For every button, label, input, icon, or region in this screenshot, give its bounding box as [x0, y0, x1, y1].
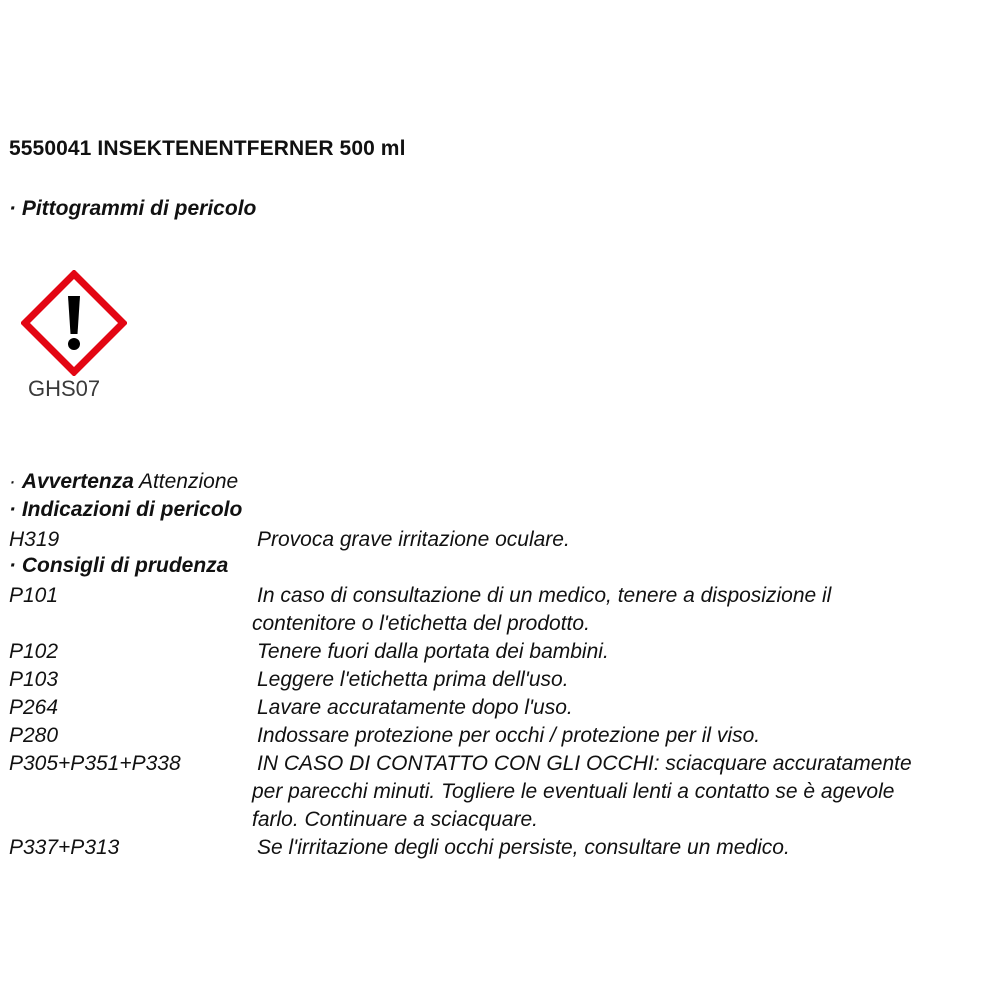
precaution-code: P103	[9, 668, 59, 691]
hazard-heading: · Indicazioni di pericolo	[9, 498, 243, 521]
precaution-code: P337+P313	[9, 836, 120, 859]
precaution-code: P305+P351+P338	[9, 752, 181, 775]
hazard-code: H319	[9, 528, 60, 551]
precaution-heading: · Consigli di prudenza	[9, 554, 229, 577]
signal-value: Attenzione	[138, 470, 239, 493]
signal-label: Avvertenza	[21, 470, 134, 493]
hazard-text: Provoca grave irritazione oculare.	[257, 528, 570, 551]
precaution-code: P102	[9, 640, 59, 663]
precaution-code: P101	[9, 584, 59, 607]
precaution-text: IN CASO DI CONTATTO CON GLI OCCHI: sciacquare accuratamente per parecchi minuti. Togliere le eventuali lenti a contatto se è agevole farlo. Continuare a sciacquare.	[252, 752, 912, 831]
precaution-text: Indossare protezione per occhi / protezione per il viso.	[257, 724, 761, 747]
precaution-text: Lavare accuratamente dopo l'uso.	[257, 696, 573, 719]
signal-word-line	[9, 470, 238, 494]
pictogram-code: GHS07	[28, 376, 101, 401]
pictograms-heading: · Pittogrammi di pericolo	[9, 197, 257, 220]
precaution-text: Se l'irritazione degli occhi persiste, consultare un medico.	[257, 836, 790, 859]
precaution-code: P280	[9, 724, 59, 747]
product-title: 5550041 INSEKTENENTFERNER 500 ml	[9, 137, 406, 160]
precaution-code: P264	[9, 696, 59, 719]
signal-prefix: ·	[9, 470, 22, 493]
precaution-text: Tenere fuori dalla portata dei bambini.	[257, 640, 609, 663]
precaution-text: In caso di consultazione di un medico, tenere a disposizione il contenitore o l'etichetta del prodotto.	[252, 584, 832, 635]
exclamation-dot	[68, 338, 80, 350]
precaution-text: Leggere l'etichetta prima dell'uso.	[257, 668, 569, 691]
exclamation-mark-hazard-icon	[21, 270, 127, 376]
